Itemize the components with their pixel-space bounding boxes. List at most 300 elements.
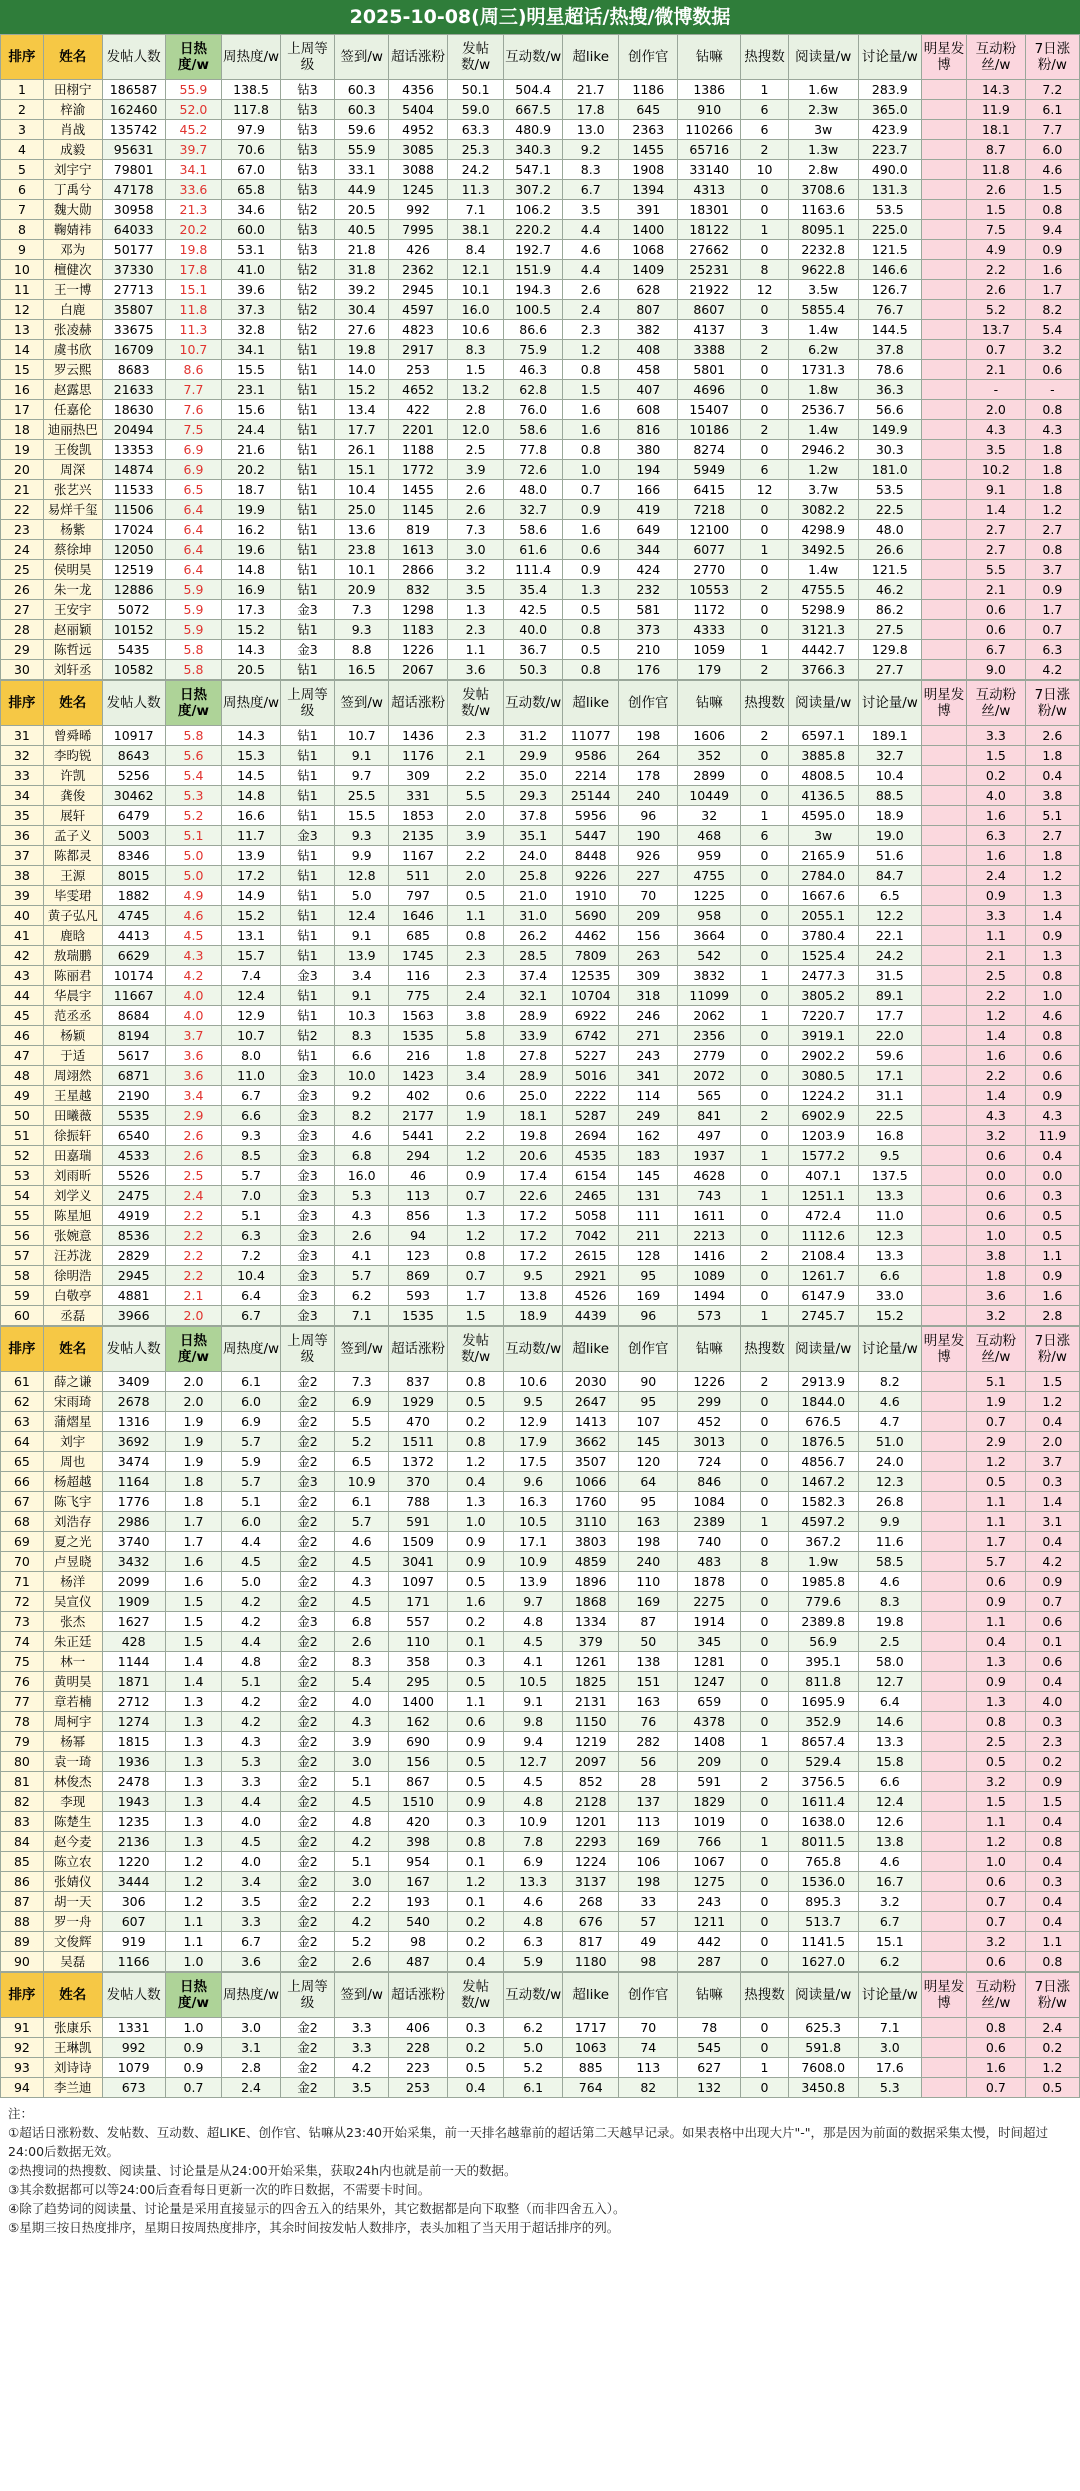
column-header: 互动数/w bbox=[504, 681, 563, 726]
table-cell: 8536 bbox=[102, 1226, 165, 1246]
table-cell: 59 bbox=[1, 1286, 44, 1306]
table-cell: 20.2 bbox=[222, 460, 281, 480]
table-cell: 4.0 bbox=[222, 1812, 281, 1832]
table-cell: 659 bbox=[678, 1692, 741, 1712]
table-cell: 15.2 bbox=[222, 620, 281, 640]
table-cell: 4745 bbox=[102, 906, 165, 926]
table-cell: 金3 bbox=[280, 1106, 334, 1126]
table-cell: 2.2 bbox=[165, 1226, 221, 1246]
table-cell: 5.3 bbox=[222, 1752, 281, 1772]
table-cell: 2 bbox=[1, 100, 44, 120]
table-cell: 0.6 bbox=[563, 540, 619, 560]
table-row bbox=[1, 540, 1080, 560]
table-row bbox=[1, 460, 1080, 480]
table-cell: 1511 bbox=[389, 1432, 448, 1452]
table-cell: 1.4w bbox=[788, 560, 858, 580]
table-cell: 131 bbox=[619, 1186, 678, 1206]
table-row bbox=[1, 1066, 1080, 1086]
table-cell: 193 bbox=[389, 1892, 448, 1912]
table-cell: 0.2 bbox=[447, 1612, 503, 1632]
table-cell: 2.0 bbox=[165, 1372, 221, 1392]
table-cell: 253 bbox=[389, 2078, 448, 2098]
table-cell: 0.5 bbox=[967, 1752, 1026, 1772]
table-cell: 5.7 bbox=[335, 1512, 389, 1532]
table-cell: 5441 bbox=[389, 1126, 448, 1146]
table-cell bbox=[921, 1872, 966, 1892]
table-cell: 8657.4 bbox=[788, 1732, 858, 1752]
table-cell: 龚俊 bbox=[43, 786, 102, 806]
table-row bbox=[1, 300, 1080, 320]
column-header: 发帖数/w bbox=[447, 35, 503, 80]
table-cell: 20 bbox=[1, 460, 44, 480]
table-cell: 金3 bbox=[280, 1126, 334, 1146]
table-cell bbox=[921, 1106, 966, 1126]
table-cell: 82 bbox=[1, 1792, 44, 1812]
table-cell: 132 bbox=[678, 2078, 741, 2098]
table-cell: 167 bbox=[389, 1872, 448, 1892]
column-header: 阅读量/w bbox=[788, 1327, 858, 1372]
table-cell: 钻3 bbox=[280, 100, 334, 120]
column-header: 发帖人数 bbox=[102, 681, 165, 726]
table-cell: 3766.3 bbox=[788, 660, 858, 680]
table-cell: 钻3 bbox=[280, 220, 334, 240]
column-header: 阅读量/w bbox=[788, 1973, 858, 2018]
table-cell: 1.2 bbox=[165, 1892, 221, 1912]
table-cell: 27 bbox=[1, 600, 44, 620]
table-cell: 16.7 bbox=[858, 1872, 921, 1892]
table-cell: 1563 bbox=[389, 1006, 448, 1026]
table-cell: 673 bbox=[102, 2078, 165, 2098]
table-cell bbox=[921, 1612, 966, 1632]
table-cell: 0.2 bbox=[1025, 1752, 1079, 1772]
table-cell: 李兰迪 bbox=[43, 2078, 102, 2098]
table-cell: 4.2 bbox=[1025, 1552, 1079, 1572]
table-cell: 2829 bbox=[102, 1246, 165, 1266]
table-cell: 钻1 bbox=[280, 746, 334, 766]
table-cell: 0 bbox=[741, 1952, 788, 1972]
column-header: 7日涨粉/w bbox=[1025, 681, 1079, 726]
table-cell bbox=[921, 1412, 966, 1432]
table-row bbox=[1, 1086, 1080, 1106]
table-cell: 15.2 bbox=[335, 380, 389, 400]
table-cell: 梓渝 bbox=[43, 100, 102, 120]
table-cell: 侯明昊 bbox=[43, 560, 102, 580]
table-cell: 5617 bbox=[102, 1046, 165, 1066]
table-cell: 6.9 bbox=[504, 1852, 563, 1872]
table-row bbox=[1, 826, 1080, 846]
table-cell: 6540 bbox=[102, 1126, 165, 1146]
table-cell: 306 bbox=[102, 1892, 165, 1912]
table-cell: 1.8 bbox=[1025, 746, 1079, 766]
table-cell: 1760 bbox=[563, 1492, 619, 1512]
table-cell: 1.4 bbox=[1025, 1492, 1079, 1512]
table-cell: 2477.3 bbox=[788, 966, 858, 986]
table-cell: 3507 bbox=[563, 1452, 619, 1472]
table-cell: 7.1 bbox=[858, 2018, 921, 2038]
table-cell: 0.3 bbox=[1025, 1472, 1079, 1492]
table-cell: 358 bbox=[389, 1652, 448, 1672]
table-row bbox=[1, 200, 1080, 220]
column-header: 周热度/w bbox=[222, 1973, 281, 2018]
table-cell: 鹿晗 bbox=[43, 926, 102, 946]
table-cell: 钻3 bbox=[280, 180, 334, 200]
table-cell bbox=[921, 766, 966, 786]
table-cell bbox=[921, 906, 966, 926]
table-cell: 金2 bbox=[280, 2018, 334, 2038]
table-cell: 8.3 bbox=[335, 1026, 389, 1046]
table-cell: 3.8 bbox=[1025, 786, 1079, 806]
table-row bbox=[1, 1612, 1080, 1632]
column-header: 互动粉丝/w bbox=[967, 35, 1026, 80]
table-cell: 2913.9 bbox=[788, 1372, 858, 1392]
table-cell: 张杰 bbox=[43, 1612, 102, 1632]
table-cell: 340.3 bbox=[504, 140, 563, 160]
table-cell: 0 bbox=[741, 1226, 788, 1246]
table-cell: 1853 bbox=[389, 806, 448, 826]
table-cell: 1985.8 bbox=[788, 1572, 858, 1592]
table-cell: 34.1 bbox=[222, 340, 281, 360]
table-cell: 166 bbox=[619, 480, 678, 500]
table-cell: 5.1 bbox=[335, 1772, 389, 1792]
table-cell: 0 bbox=[741, 766, 788, 786]
table-cell: 钻2 bbox=[280, 200, 334, 220]
table-cell: 1.3 bbox=[165, 1692, 221, 1712]
table-cell: 15.5 bbox=[335, 806, 389, 826]
table-cell: 罗云熙 bbox=[43, 360, 102, 380]
table-cell: 95 bbox=[619, 1266, 678, 1286]
table-cell: 4.0 bbox=[222, 1852, 281, 1872]
table-cell: 95 bbox=[619, 1392, 678, 1412]
table-cell: 31.8 bbox=[335, 260, 389, 280]
table-cell: 72.6 bbox=[504, 460, 563, 480]
table-cell: 24.0 bbox=[504, 846, 563, 866]
table-cell: 223.7 bbox=[858, 140, 921, 160]
table-cell: 15 bbox=[1, 360, 44, 380]
column-header: 互动粉丝/w bbox=[967, 681, 1026, 726]
table-cell: 89.1 bbox=[858, 986, 921, 1006]
table-cell: 3.2 bbox=[447, 560, 503, 580]
column-header: 排序 bbox=[1, 1973, 44, 2018]
table-cell: 113 bbox=[619, 1812, 678, 1832]
table-cell: 19.9 bbox=[222, 500, 281, 520]
table-cell: 3082.2 bbox=[788, 500, 858, 520]
table-cell: 959 bbox=[678, 846, 741, 866]
table-cell: 504.4 bbox=[504, 80, 563, 100]
table-cell: 1929 bbox=[389, 1392, 448, 1412]
table-cell: 11667 bbox=[102, 986, 165, 1006]
table-cell: 0.7 bbox=[967, 1412, 1026, 1432]
table-cell: 2356 bbox=[678, 1026, 741, 1046]
table-row bbox=[1, 1146, 1080, 1166]
table-cell: 2.6 bbox=[967, 180, 1026, 200]
table-cell: 2 bbox=[741, 1372, 788, 1392]
table-cell: 3662 bbox=[563, 1432, 619, 1452]
table-cell: 2108.4 bbox=[788, 1246, 858, 1266]
table-cell: 145 bbox=[619, 1432, 678, 1452]
table-cell: 9.3 bbox=[222, 1126, 281, 1146]
table-cell: 1776 bbox=[102, 1492, 165, 1512]
table-cell: 0.5 bbox=[967, 1472, 1026, 1492]
table-cell: 4.5 bbox=[335, 1552, 389, 1572]
table-cell: 227 bbox=[619, 866, 678, 886]
table-cell: 35.4 bbox=[504, 580, 563, 600]
table-cell: 910 bbox=[678, 100, 741, 120]
table-cell: 金2 bbox=[280, 1832, 334, 1852]
table-cell: 1.6 bbox=[165, 1552, 221, 1572]
table-cell: 0 bbox=[741, 500, 788, 520]
table-cell: 209 bbox=[678, 1752, 741, 1772]
table-cell: 676 bbox=[563, 1912, 619, 1932]
table-cell: 395.1 bbox=[788, 1652, 858, 1672]
table-cell: 1 bbox=[741, 1306, 788, 1326]
table-cell: 1.4 bbox=[967, 1026, 1026, 1046]
table-cell: 4.4 bbox=[563, 260, 619, 280]
table-cell: 146.6 bbox=[858, 260, 921, 280]
column-header: 签到/w bbox=[335, 1327, 389, 1372]
table-cell bbox=[921, 726, 966, 746]
table-cell: 33 bbox=[1, 766, 44, 786]
table-cell: 211 bbox=[619, 1226, 678, 1246]
table-cell: 1613 bbox=[389, 540, 448, 560]
table-cell: 1896 bbox=[563, 1572, 619, 1592]
table-cell: 3388 bbox=[678, 340, 741, 360]
table-cell: 4526 bbox=[563, 1286, 619, 1306]
table-cell: 5.8 bbox=[447, 1026, 503, 1046]
table-cell: 钻2 bbox=[280, 1026, 334, 1046]
table-cell: 金2 bbox=[280, 1392, 334, 1412]
table-cell: 0.4 bbox=[1025, 1892, 1079, 1912]
table-cell: 1.1 bbox=[967, 926, 1026, 946]
table-cell: 253 bbox=[389, 360, 448, 380]
table-cell: 0.2 bbox=[1025, 2038, 1079, 2058]
table-cell: 162 bbox=[389, 1712, 448, 1732]
table-cell: 33675 bbox=[102, 320, 165, 340]
table-cell: 220.2 bbox=[504, 220, 563, 240]
table-row bbox=[1, 600, 1080, 620]
table-cell: 50 bbox=[619, 1632, 678, 1652]
table-cell: 1536.0 bbox=[788, 1872, 858, 1892]
table-cell: 1235 bbox=[102, 1812, 165, 1832]
table-cell: 3.0 bbox=[858, 2038, 921, 2058]
table-cell: 2770 bbox=[678, 560, 741, 580]
table-cell: 钻1 bbox=[280, 926, 334, 946]
table-cell: 0 bbox=[741, 2038, 788, 2058]
table-cell: 4.8 bbox=[504, 1612, 563, 1632]
table-cell: 2131 bbox=[563, 1692, 619, 1712]
table-cell: 2.7 bbox=[967, 540, 1026, 560]
table-cell: 1.1 bbox=[967, 1612, 1026, 1632]
table-cell: 765.8 bbox=[788, 1852, 858, 1872]
table-cell: 13.1 bbox=[222, 926, 281, 946]
table-cell: 10.9 bbox=[504, 1552, 563, 1572]
table-cell: 5435 bbox=[102, 640, 165, 660]
table-row bbox=[1, 140, 1080, 160]
table-cell: 6742 bbox=[563, 1026, 619, 1046]
table-cell: 虞书欣 bbox=[43, 340, 102, 360]
table-cell: 4137 bbox=[678, 320, 741, 340]
table-cell: 100.5 bbox=[504, 300, 563, 320]
table-cell: 128 bbox=[619, 1246, 678, 1266]
table-cell: 3w bbox=[788, 826, 858, 846]
table-cell: 129.8 bbox=[858, 640, 921, 660]
column-header: 日热度/w bbox=[165, 1327, 221, 1372]
table-cell: 4919 bbox=[102, 1206, 165, 1226]
table-row bbox=[1, 1046, 1080, 1066]
table-cell: 5072 bbox=[102, 600, 165, 620]
table-cell: 38.1 bbox=[447, 220, 503, 240]
table-cell: 21.6 bbox=[222, 440, 281, 460]
table-row bbox=[1, 1912, 1080, 1932]
table-cell: 35.1 bbox=[504, 826, 563, 846]
table-cell: 0.4 bbox=[447, 1472, 503, 1492]
table-cell: 20.5 bbox=[222, 660, 281, 680]
table-cell: 9 bbox=[1, 240, 44, 260]
table-cell: 428 bbox=[102, 1632, 165, 1652]
table-cell: 1.1 bbox=[967, 1492, 1026, 1512]
table-cell: 金3 bbox=[280, 600, 334, 620]
table-cell: 1 bbox=[741, 806, 788, 826]
table-cell: 9.3 bbox=[335, 826, 389, 846]
table-cell: 3080.5 bbox=[788, 1066, 858, 1086]
table-cell: 金3 bbox=[280, 826, 334, 846]
table-cell: 15.6 bbox=[222, 400, 281, 420]
table-cell: 309 bbox=[619, 966, 678, 986]
table-cell: 5.7 bbox=[967, 1552, 1026, 1572]
table-cell: 5.0 bbox=[504, 2038, 563, 2058]
table-cell: 0.4 bbox=[1025, 1852, 1079, 1872]
table-cell: 1.3 bbox=[563, 580, 619, 600]
table-cell: 79801 bbox=[102, 160, 165, 180]
table-cell: 3.5 bbox=[563, 200, 619, 220]
table-cell: 149.9 bbox=[858, 420, 921, 440]
table-cell: 0 bbox=[741, 1046, 788, 1066]
table-cell: 2067 bbox=[389, 660, 448, 680]
table-cell: 朱正廷 bbox=[43, 1632, 102, 1652]
table-cell: 2.2 bbox=[165, 1266, 221, 1286]
table-cell: 1.9 bbox=[447, 1106, 503, 1126]
table-cell: 3.2 bbox=[967, 1126, 1026, 1146]
table-cell: 1.4w bbox=[788, 320, 858, 340]
table-cell bbox=[921, 806, 966, 826]
table-row bbox=[1, 1512, 1080, 1532]
table-cell: 0 bbox=[741, 846, 788, 866]
column-header: 超like bbox=[563, 681, 619, 726]
table-cell: 1298 bbox=[389, 600, 448, 620]
table-cell: 10917 bbox=[102, 726, 165, 746]
table-cell bbox=[921, 1452, 966, 1472]
table-cell: 0.5 bbox=[447, 1572, 503, 1592]
table-cell: 14.3 bbox=[967, 80, 1026, 100]
table-cell: 9.1 bbox=[335, 986, 389, 1006]
table-cell: 1.5 bbox=[1025, 180, 1079, 200]
table-cell: 4.6 bbox=[858, 1392, 921, 1412]
table-cell: 249 bbox=[619, 1106, 678, 1126]
table-cell: 22.1 bbox=[858, 926, 921, 946]
table-cell: 0 bbox=[741, 380, 788, 400]
table-cell: 2 bbox=[741, 660, 788, 680]
table-cell: 5404 bbox=[389, 100, 448, 120]
table-cell: 0.8 bbox=[1025, 400, 1079, 420]
table-cell: 10.6 bbox=[504, 1372, 563, 1392]
table-cell: 杨紫 bbox=[43, 520, 102, 540]
table-cell: 18.9 bbox=[858, 806, 921, 826]
table-cell: 318 bbox=[619, 986, 678, 1006]
table-cell: 0.9 bbox=[967, 1592, 1026, 1612]
table-row bbox=[1, 1472, 1080, 1492]
table-cell: 9.3 bbox=[335, 620, 389, 640]
table-cell: 6 bbox=[741, 100, 788, 120]
table-cell: 5949 bbox=[678, 460, 741, 480]
table-cell: 743 bbox=[678, 1186, 741, 1206]
note-line: ②热搜词的热搜数、阅读量、讨论量是从24:00开始采集，获取24h内也就是前一天的数据。 bbox=[8, 2163, 517, 2178]
table-cell: 16709 bbox=[102, 340, 165, 360]
table-cell: 3919.1 bbox=[788, 1026, 858, 1046]
table-cell: 2.9 bbox=[967, 1432, 1026, 1452]
table-cell: 11099 bbox=[678, 986, 741, 1006]
table-cell: 周柯宇 bbox=[43, 1712, 102, 1732]
table-cell: 1.1 bbox=[967, 1812, 1026, 1832]
table-cell: 2 bbox=[741, 140, 788, 160]
table-cell: 17.3 bbox=[222, 600, 281, 620]
table-cell: 39.6 bbox=[222, 280, 281, 300]
table-cell: 39.7 bbox=[165, 140, 221, 160]
table-cell: 1.6 bbox=[447, 1592, 503, 1612]
table-cell: 6.0 bbox=[222, 1512, 281, 1532]
table-cell: 71 bbox=[1, 1572, 44, 1592]
table-cell: 金2 bbox=[280, 1752, 334, 1772]
table-cell: 1467.2 bbox=[788, 1472, 858, 1492]
table-cell: 64 bbox=[1, 1432, 44, 1452]
table-cell: 96 bbox=[619, 806, 678, 826]
table-cell: 1226 bbox=[389, 640, 448, 660]
table-cell: 9.6 bbox=[504, 1472, 563, 1492]
table-cell: 27713 bbox=[102, 280, 165, 300]
table-cell: 138.5 bbox=[222, 80, 281, 100]
table-cell: 11.3 bbox=[447, 180, 503, 200]
table-cell: 陈哲远 bbox=[43, 640, 102, 660]
table-cell: 2647 bbox=[563, 1392, 619, 1412]
table-cell: 金3 bbox=[280, 966, 334, 986]
table-cell: 88 bbox=[1, 1912, 44, 1932]
table-cell: 8448 bbox=[563, 846, 619, 866]
table-cell: 张艺兴 bbox=[43, 480, 102, 500]
table-cell: 46 bbox=[1, 1026, 44, 1046]
table-cell: 12.4 bbox=[222, 986, 281, 1006]
table-cell: 992 bbox=[102, 2038, 165, 2058]
table-cell: 1943 bbox=[102, 1792, 165, 1812]
table-cell: 4.0 bbox=[165, 1006, 221, 1026]
table-cell: 2.1 bbox=[447, 746, 503, 766]
column-header: 排序 bbox=[1, 681, 44, 726]
table-cell: 649 bbox=[619, 520, 678, 540]
table-cell: 2.5 bbox=[447, 440, 503, 460]
table-cell: 0.8 bbox=[967, 1712, 1026, 1732]
table-cell: 21.8 bbox=[335, 240, 389, 260]
table-row bbox=[1, 1772, 1080, 1792]
table-cell: 422 bbox=[389, 400, 448, 420]
table-cell: 22.5 bbox=[858, 500, 921, 520]
table-cell: 1.5 bbox=[165, 1632, 221, 1652]
table-cell: 5690 bbox=[563, 906, 619, 926]
table-cell: 4.6 bbox=[504, 1892, 563, 1912]
table-cell: 华晨宇 bbox=[43, 986, 102, 1006]
table-cell: 17.1 bbox=[858, 1066, 921, 1086]
table-cell: 8607 bbox=[678, 300, 741, 320]
table-cell: 5.1 bbox=[222, 1206, 281, 1226]
table-cell: 6.7 bbox=[967, 640, 1026, 660]
table-cell: 2.4 bbox=[1025, 2018, 1079, 2038]
table-cell: 30462 bbox=[102, 786, 165, 806]
